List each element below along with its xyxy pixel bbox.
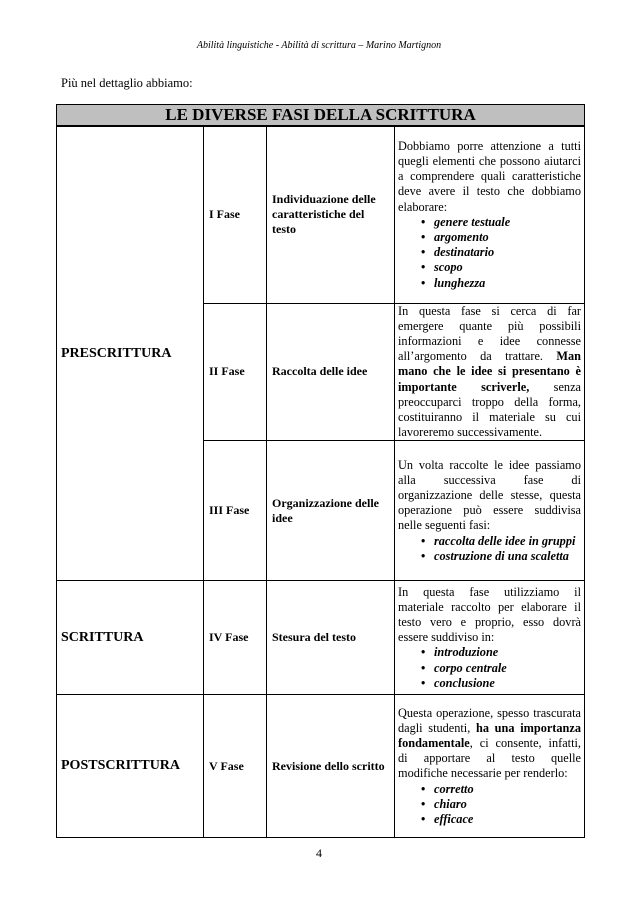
- fase-label: III Fase: [204, 441, 267, 581]
- description-text: [398, 139, 581, 215]
- text-run: senza preoccuparci troppo della forma, costituiranno il materiale su cui lavoreremo successivamente.: [398, 379, 581, 440]
- fase-name: Organizzazione delle idee: [267, 441, 395, 581]
- text-run: In questa fase utilizziamo il materiale raccolto per elaborare il testo vero e proprio, esso dovrà essere suddiviso in:: [398, 584, 581, 645]
- description-text: [398, 458, 581, 534]
- list-item: [422, 812, 581, 827]
- intro-text: Più nel dettaglio abbiamo:: [61, 76, 193, 90]
- bullet-icon: •: [421, 660, 426, 675]
- fase-name: Revisione dello scritto: [267, 695, 395, 838]
- fase-label: IV Fase: [204, 581, 267, 695]
- emphasis-text: ha una importanza fondamentale: [398, 720, 581, 750]
- table-title: LE DIVERSE FASI DELLA SCRITTURA: [57, 105, 585, 127]
- fase-label: I Fase: [204, 126, 267, 303]
- fase-description: [395, 695, 585, 838]
- text-run: Dobbiamo porre attenzione a tutti quegli elementi che possono aiutarci a comprendere quali caratteristiche deve avere il testo che dobbiamo elaborare:: [398, 138, 581, 214]
- list-item-text: destinatario: [434, 245, 495, 260]
- fase-description: [395, 581, 585, 695]
- phase-prescrittura: PRESCRITTURA: [57, 126, 204, 581]
- list-item: [422, 661, 581, 676]
- list-item: [422, 260, 581, 275]
- list-item: [422, 676, 581, 691]
- list-item: [422, 230, 581, 245]
- fase-name: Stesura del testo: [267, 581, 395, 695]
- list-item-text: lunghezza: [434, 275, 486, 290]
- text-run: In questa fase si cerca di far emergere quante più possibili informazioni e idee connesse all’argomento da trattare.: [398, 303, 581, 364]
- bullet-icon: •: [421, 811, 426, 826]
- description-text: [398, 304, 581, 441]
- list-item-text: corpo centrale: [434, 660, 507, 675]
- bullet-icon: •: [421, 214, 426, 229]
- table-row: [57, 695, 585, 838]
- bullet-icon: •: [421, 260, 426, 275]
- list-item: [422, 215, 581, 230]
- list-item-text: chiaro: [434, 796, 467, 811]
- table-row: [57, 126, 585, 303]
- emphasis-text: Man mano che le idee si presentano è importante scriverle,: [398, 349, 581, 394]
- bullet-list: [398, 534, 581, 564]
- list-item-text: argomento: [434, 229, 489, 244]
- phase-postscrittura: POSTSCRITTURA: [57, 695, 204, 838]
- bullet-icon: •: [421, 533, 426, 548]
- list-item: [422, 782, 581, 797]
- bullet-list: [398, 782, 581, 828]
- bullet-icon: •: [421, 275, 426, 290]
- table-row: [57, 581, 585, 695]
- phase-scrittura: SCRITTURA: [57, 581, 204, 695]
- list-item-text: introduzione: [434, 645, 499, 660]
- bullet-list: [398, 645, 581, 691]
- fase-description: [395, 303, 585, 441]
- list-item-text: efficace: [434, 811, 474, 826]
- writing-phases-table: [56, 104, 585, 838]
- list-item-text: conclusione: [434, 675, 495, 690]
- fase-label: V Fase: [204, 695, 267, 838]
- list-item: [422, 534, 581, 549]
- fase-name: Individuazione delle caratteristiche del testo: [267, 126, 395, 303]
- list-item: [422, 549, 581, 564]
- list-item-text: scopo: [434, 260, 463, 275]
- bullet-icon: •: [421, 675, 426, 690]
- bullet-icon: •: [421, 548, 426, 563]
- text-run: Questa operazione, spesso trascurata dagli studenti,: [398, 705, 581, 735]
- bullet-icon: •: [421, 229, 426, 244]
- page-header: Abilità linguistiche - Abilità di scrittura – Marino Martignon: [196, 40, 442, 51]
- text-run: Un volta raccolte le idee passiamo alla successiva fase di organizzazione delle stesse, questa operazione può essere suddivisa nelle seguenti fasi:: [398, 457, 581, 533]
- list-item: [422, 245, 581, 260]
- list-item: [422, 276, 581, 291]
- fase-name: Raccolta delle idee: [267, 303, 395, 441]
- list-item-text: corretto: [434, 781, 474, 796]
- bullet-icon: •: [421, 245, 426, 260]
- list-item: [422, 797, 581, 812]
- fase-description: [395, 126, 585, 303]
- list-item-text: costruzione di una scaletta: [434, 548, 569, 563]
- list-item-text: raccolta delle idee in gruppi: [434, 533, 576, 548]
- bullet-list: [398, 215, 581, 291]
- fase-label: II Fase: [204, 303, 267, 441]
- description-text: [398, 706, 581, 782]
- list-item: [422, 645, 581, 660]
- bullet-icon: •: [421, 796, 426, 811]
- bullet-icon: •: [421, 781, 426, 796]
- fase-description: [395, 441, 585, 581]
- description-text: [398, 585, 581, 646]
- text-run: , ci consente, infatti, di apportare al testo quelle modifiche necessarie per renderlo:: [398, 735, 581, 781]
- list-item-text: genere testuale: [434, 214, 511, 229]
- bullet-icon: •: [421, 645, 426, 660]
- page-number: 4: [316, 846, 322, 860]
